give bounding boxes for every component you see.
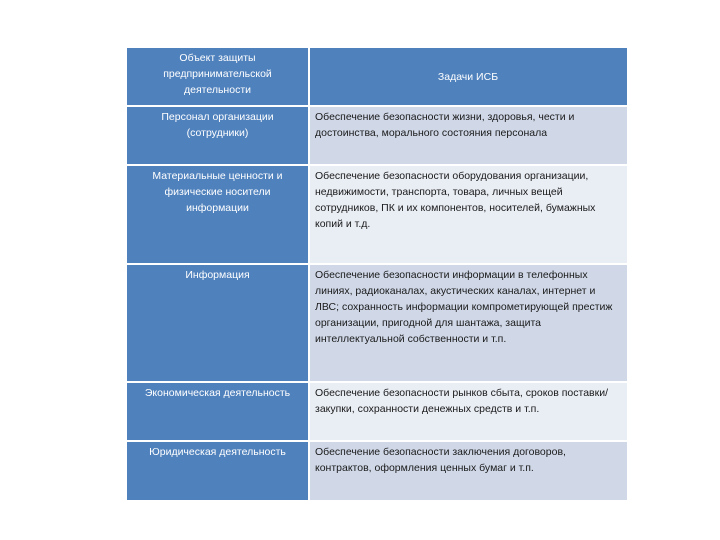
task-cell: Обеспечение безопасности оборудования организации, недвижимости, транспорта, товара, личных вещей сотрудников, ПК и их компонентов, носителей, бумажных копий и т.д.	[310, 166, 627, 263]
security-tasks-table	[127, 48, 627, 500]
object-cell: Персонал организации (сотрудники)	[127, 107, 310, 164]
header-object-cell: Объект защиты предпринимательской деятельности	[127, 48, 310, 105]
table-header-row	[127, 48, 627, 105]
object-cell: Юридическая деятельность	[127, 442, 310, 500]
object-cell: Экономическая деятельность	[127, 383, 310, 440]
table-row	[127, 105, 627, 164]
task-cell: Обеспечение безопасности жизни, здоровья, чести и достоинства, морального состояния персонала	[310, 107, 627, 164]
task-cell: Обеспечение безопасности информации в телефонных линиях, радиоканалах, акустических каналах, интернет и ЛВС; сохранность информации компрометирующей престиж организации, пригодной для шантажа, защита интеллектуальной собственности и т.п.	[310, 265, 627, 381]
task-cell: Обеспечение безопасности рынков сбыта, сроков поставки/закупки, сохранности денежных средств и т.п.	[310, 383, 627, 440]
table-row	[127, 440, 627, 500]
object-cell: Информация	[127, 265, 310, 381]
task-cell: Обеспечение безопасности заключения договоров, контрактов, оформления ценных бумаг и т.п.	[310, 442, 627, 500]
object-cell: Материальные ценности и физические носители информации	[127, 166, 310, 263]
table-row	[127, 164, 627, 263]
header-tasks-cell: Задачи ИСБ	[310, 48, 627, 105]
table-row	[127, 263, 627, 381]
table-row	[127, 381, 627, 440]
